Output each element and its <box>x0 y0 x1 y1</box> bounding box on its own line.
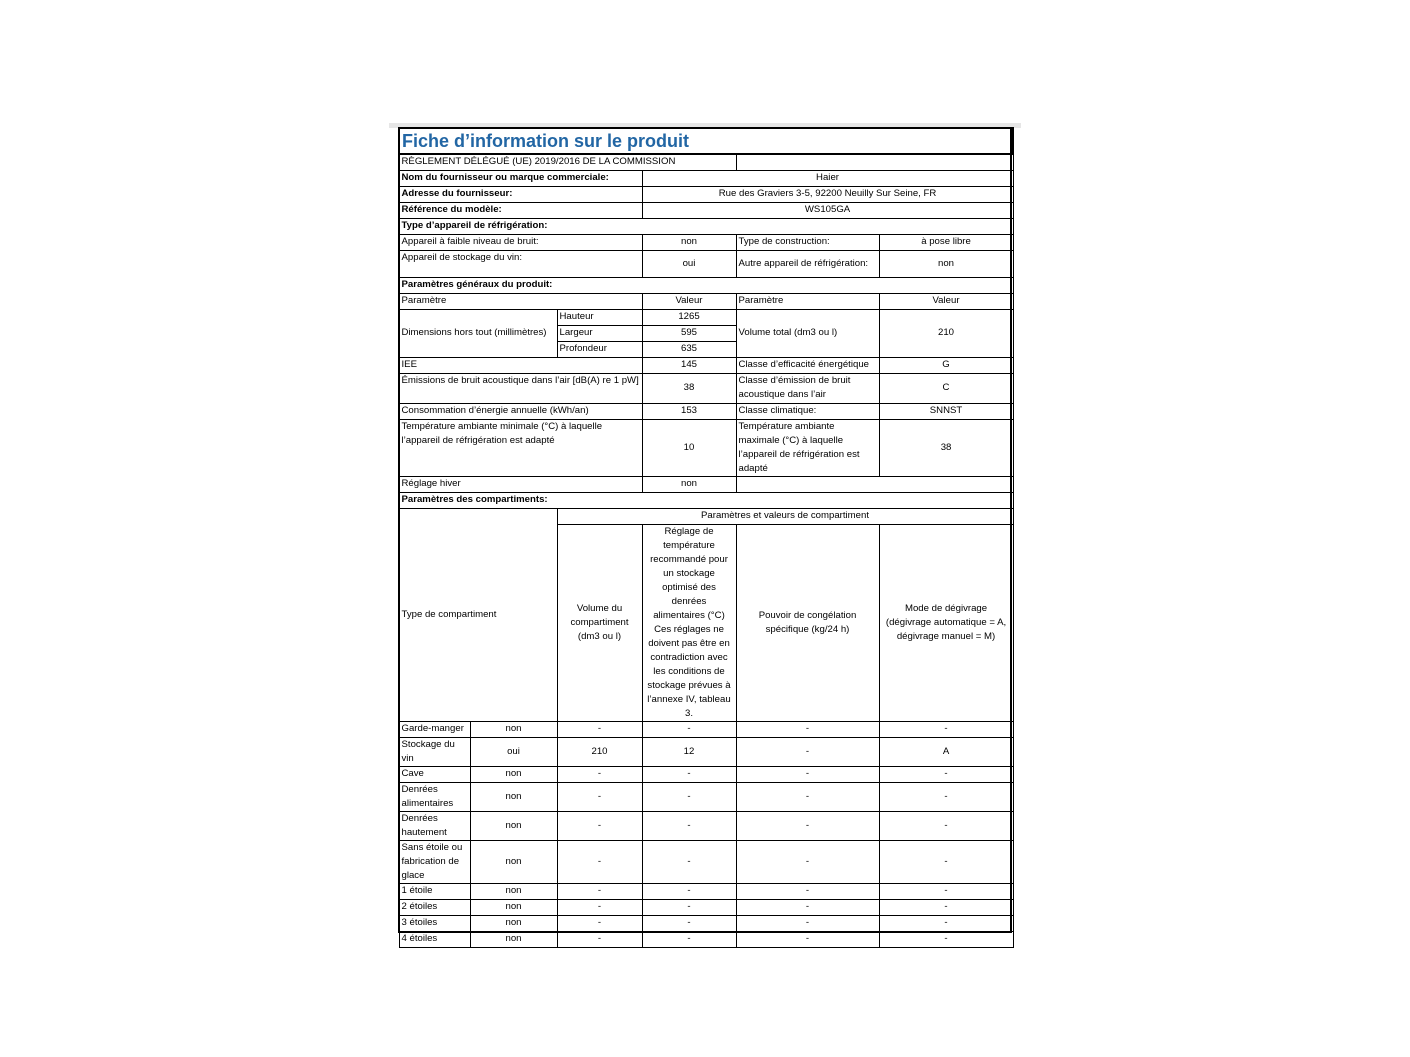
compartment-freezing: - <box>736 899 879 915</box>
compartment-freezing: - <box>736 782 879 811</box>
supplier-label: Nom du fournisseur ou marque commerciale: <box>399 170 642 186</box>
compartment-row <box>399 721 1013 737</box>
compartment-row <box>399 931 1013 947</box>
compartment-name: 2 étoiles <box>399 899 470 915</box>
iee-label: IEE <box>399 357 642 373</box>
max-temp-label: Température ambiante maximale (°C) à laquelle l’appareil de réfrigération est adapté <box>736 419 879 476</box>
wine-storage-value: oui <box>642 250 736 277</box>
noise-emission-label: Émissions de bruit acoustique dans l’air [dB(A) re 1 pW] <box>399 373 642 403</box>
height-label: Hauteur <box>557 309 642 325</box>
energy-consumption-label: Consommation d’énergie annuelle (kWh/an) <box>399 403 642 419</box>
general-header-value2: Valeur <box>879 293 1013 309</box>
compartment-freezing: - <box>736 737 879 766</box>
compartment-freezing: - <box>736 883 879 899</box>
noise-class-value: C <box>879 373 1013 403</box>
min-temp-label: Température ambiante minimale (°C) à laquelle l’appareil de réfrigération est adapté <box>399 419 642 476</box>
depth-value: 635 <box>642 341 736 357</box>
compartment-freezing: - <box>736 811 879 840</box>
compartment-temperature: - <box>642 915 736 931</box>
compartment-temperature: - <box>642 782 736 811</box>
compartment-temperature: - <box>642 883 736 899</box>
address-label: Adresse du fournisseur: <box>399 186 642 202</box>
compartment-volume: - <box>557 931 642 947</box>
iee-value: 145 <box>642 357 736 373</box>
compartment-defrost-header: Mode de dégivrage (dégivrage automatique = A, dégivrage manuel = M) <box>879 524 1013 721</box>
compartment-volume: - <box>557 811 642 840</box>
compartment-row <box>399 840 1013 883</box>
wine-storage-label: Appareil de stockage du vin: <box>399 250 642 277</box>
width-value: 595 <box>642 325 736 341</box>
compartment-group-header: Paramètres et valeurs de compartiment <box>557 508 1013 524</box>
energy-class-label: Classe d’efficacité énergétique <box>736 357 879 373</box>
compartment-freezing: - <box>736 840 879 883</box>
compartment-present: non <box>470 811 557 840</box>
low-noise-label: Appareil à faible niveau de bruit: <box>399 234 642 250</box>
supplier-value: Haier <box>642 170 1013 186</box>
compartment-rows <box>399 721 1013 947</box>
general-header-param2: Paramètre <box>736 293 879 309</box>
compartment-volume-header: Volume du compartiment (dm3 ou l) <box>557 524 642 721</box>
compartments-section-heading: Paramètres des compartiments: <box>399 492 1013 508</box>
compartment-present: non <box>470 721 557 737</box>
compartment-temperature: - <box>642 811 736 840</box>
compartment-present: non <box>470 883 557 899</box>
max-temp-value: 38 <box>879 419 1013 476</box>
compartment-name: Denrées hautement <box>399 811 470 840</box>
winter-setting-value: non <box>642 476 736 492</box>
compartment-present: non <box>470 766 557 782</box>
compartment-temperature: - <box>642 721 736 737</box>
page-title: Fiche d’information sur le produit <box>399 128 1013 154</box>
compartment-present: non <box>470 931 557 947</box>
total-volume-label: Volume total (dm3 ou l) <box>736 309 879 357</box>
compartment-temperature: - <box>642 840 736 883</box>
compartment-defrost: - <box>879 811 1013 840</box>
regulation-text: RÈGLEMENT DÉLÉGUÉ (UE) 2019/2016 DE LA COMMISSION <box>399 154 736 170</box>
compartment-name: 1 étoile <box>399 883 470 899</box>
compartment-name: Sans étoile ou fabrication de glace <box>399 840 470 883</box>
compartment-freezing-header: Pouvoir de congélation spécifique (kg/24 h) <box>736 524 879 721</box>
product-info-table <box>398 127 1014 948</box>
winter-setting-label: Réglage hiver <box>399 476 642 492</box>
compartment-freezing: - <box>736 931 879 947</box>
height-value: 1265 <box>642 309 736 325</box>
compartment-row <box>399 915 1013 931</box>
general-section-heading: Paramètres généraux du produit: <box>399 277 1013 293</box>
compartment-name: 4 étoiles <box>399 931 470 947</box>
climate-class-label: Classe climatique: <box>736 403 879 419</box>
compartment-freezing: - <box>736 915 879 931</box>
compartment-type-header: Type de compartiment <box>399 508 557 721</box>
compartment-temperature: - <box>642 766 736 782</box>
regulation-empty <box>736 154 1013 170</box>
general-header-param: Paramètre <box>399 293 642 309</box>
compartment-row <box>399 883 1013 899</box>
compartment-row <box>399 737 1013 766</box>
winter-setting-empty <box>736 476 1013 492</box>
compartment-name: 3 étoiles <box>399 915 470 931</box>
compartment-present: oui <box>470 737 557 766</box>
compartment-row <box>399 782 1013 811</box>
compartment-defrost: - <box>879 840 1013 883</box>
compartment-defrost: - <box>879 899 1013 915</box>
compartment-row <box>399 766 1013 782</box>
compartment-temperature: - <box>642 931 736 947</box>
compartment-volume: - <box>557 915 642 931</box>
compartment-freezing: - <box>736 766 879 782</box>
min-temp-value: 10 <box>642 419 736 476</box>
construction-label: Type de construction: <box>736 234 879 250</box>
other-appliance-value: non <box>879 250 1013 277</box>
other-appliance-label: Autre appareil de réfrigération: <box>736 250 879 277</box>
compartment-name: Cave <box>399 766 470 782</box>
compartment-name: Garde-manger <box>399 721 470 737</box>
compartment-volume: - <box>557 766 642 782</box>
low-noise-value: non <box>642 234 736 250</box>
dimensions-label: Dimensions hors tout (millimètres) <box>399 309 557 357</box>
depth-label: Profondeur <box>557 341 642 357</box>
product-information-sheet <box>398 127 1012 944</box>
compartment-name: Denrées alimentaires <box>399 782 470 811</box>
compartment-temperature: - <box>642 899 736 915</box>
compartment-present: non <box>470 899 557 915</box>
compartment-row <box>399 811 1013 840</box>
compartment-present: non <box>470 915 557 931</box>
compartment-row <box>399 899 1013 915</box>
energy-consumption-value: 153 <box>642 403 736 419</box>
energy-class-value: G <box>879 357 1013 373</box>
compartment-defrost: - <box>879 931 1013 947</box>
compartment-volume: - <box>557 883 642 899</box>
compartment-defrost: - <box>879 915 1013 931</box>
model-label: Référence du modèle: <box>399 202 642 218</box>
compartment-temperature: 12 <box>642 737 736 766</box>
model-value: WS105GA <box>642 202 1013 218</box>
noise-emission-value: 38 <box>642 373 736 403</box>
climate-class-value: SNNST <box>879 403 1013 419</box>
compartment-volume: - <box>557 721 642 737</box>
general-header-value: Valeur <box>642 293 736 309</box>
compartment-volume: - <box>557 899 642 915</box>
compartment-volume: - <box>557 782 642 811</box>
compartment-present: non <box>470 782 557 811</box>
compartment-temperature-header: Réglage de température recommandé pour un stockage optimisé des denrées alimentaires (°C) Ces réglages ne doivent pas être en contradiction avec les conditions de stockage prévues à l’annexe IV, tableau 3. <box>642 524 736 721</box>
type-section-heading: Type d’appareil de réfrigération: <box>399 218 1013 234</box>
compartment-defrost: - <box>879 721 1013 737</box>
compartment-defrost: A <box>879 737 1013 766</box>
compartment-freezing: - <box>736 721 879 737</box>
compartment-defrost: - <box>879 782 1013 811</box>
compartment-defrost: - <box>879 883 1013 899</box>
compartment-volume: - <box>557 840 642 883</box>
construction-value: à pose libre <box>879 234 1013 250</box>
compartment-present: non <box>470 840 557 883</box>
compartment-volume: 210 <box>557 737 642 766</box>
noise-class-label: Classe d’émission de bruit acoustique dans l’air <box>736 373 879 403</box>
compartment-defrost: - <box>879 766 1013 782</box>
address-value: Rue des Graviers 3-5, 92200 Neuilly Sur Seine, FR <box>642 186 1013 202</box>
total-volume-value: 210 <box>879 309 1013 357</box>
compartment-name: Stockage du vin <box>399 737 470 766</box>
width-label: Largeur <box>557 325 642 341</box>
